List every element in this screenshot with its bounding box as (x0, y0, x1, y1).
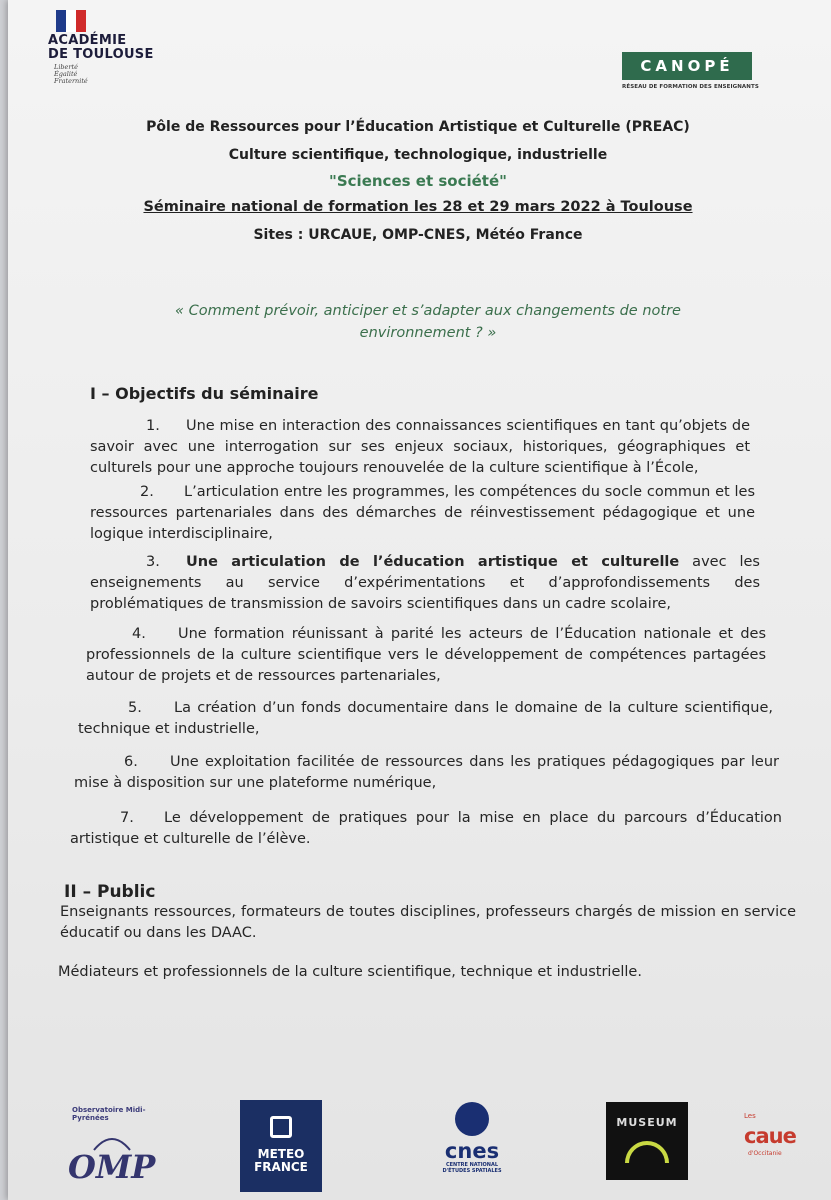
quote: « Comment prévoir, anticiper et s’adapter aux changements de notre environnement ? » (175, 303, 681, 341)
objective-item: 2. L’articulation entre les programmes, les compétences du socle commun et les ressources partenariales dans des démarches de réinvestissement pédagogique et une logique interdisciplinaire, (90, 484, 755, 542)
title-line-5: Sites : URCAUE, OMP-CNES, Météo France (253, 227, 583, 243)
cnes-planet-icon (455, 1102, 489, 1136)
public-paragraph-2: Médiateurs et professionnels de la culture scientifique, technique et industrielle. (58, 964, 642, 980)
objective-item: 6. Une exploitation facilitée de ressources dans les pratiques pédagogiques par leur mise à disposition sur une plateforme numérique, (74, 754, 779, 791)
canope-logo (622, 52, 762, 102)
title-line-1: Pôle de Ressources pour l’Éducation Artistique et Culturelle (PREAC) (146, 119, 690, 135)
title-line-4: Séminaire national de formation les 28 et 29 mars 2022 à Toulouse (143, 199, 693, 215)
museum-arc-icon (625, 1141, 669, 1163)
caue-logo: Les caue d'Occitanie (744, 1112, 796, 1157)
document-page (8, 0, 831, 1200)
meteo-mark-icon (270, 1116, 292, 1138)
section-1-heading: I – Objectifs du séminaire (90, 384, 319, 403)
cnes-logo: cnes CENTRE NATIONAL D'ÉTUDES SPATIALES (422, 1102, 522, 1192)
objective-item: 5. La création d’un fonds documentaire dans le domaine de la culture scientifique, technique et industrielle, (78, 700, 773, 737)
objective-item: 7. Le développement de pratiques pour la mise en place du parcours d’Éducation artistique et culturelle de l’élève. (70, 810, 782, 847)
omp-logo: Observatoire Midi-Pyrénées OMP (68, 1106, 156, 1186)
academie-title: ACADÉMIE DE TOULOUSE (48, 33, 154, 62)
meteo-france-logo: METEO FRANCE (240, 1100, 322, 1192)
canope-name: CANOPÉ (622, 52, 752, 80)
marianne-flag-icon (56, 10, 86, 32)
objective-item: 4. Une formation réunissant à parité les acteurs de l’Éducation nationale et des professionnels de la culture scientifique vers le développement de compétences partagées autour de projets et de ressources partenariales, (86, 626, 766, 684)
public-paragraph-1: Enseignants ressources, formateurs de toutes disciplines, professeurs chargés de mission en service éducatif ou dans les DAAC. (60, 904, 796, 941)
title-line-2: Culture scientifique, technologique, industrielle (228, 147, 608, 163)
museum-logo: MUSEUM (606, 1102, 688, 1180)
canope-subtitle: RÉSEAU DE FORMATION DES ENSEIGNANTS (622, 84, 759, 90)
title-line-3: "Sciences et société" (329, 172, 507, 190)
objective-item: 3. Une articulation de l’éducation artistique et culturelle avec les enseignements au service d’expérimentations et d’approfondissements des problématiques de transmission de savoirs scientifiques dans un cadre scolaire, (90, 554, 760, 612)
section-2-heading: II – Public (64, 882, 156, 902)
academie-motto: Liberté Égalité Fraternité (54, 63, 88, 85)
academie-logo (48, 10, 188, 90)
title-block (68, 118, 768, 244)
objective-item: 1. Une mise en interaction des connaissances scientifiques en tant qu’objets de savoir avec une interrogation sur ses enjeux sociaux, historiques, géographiques et culturels pour une approche toujours renouvelée de la culture scientifique à l’École, (90, 418, 750, 476)
